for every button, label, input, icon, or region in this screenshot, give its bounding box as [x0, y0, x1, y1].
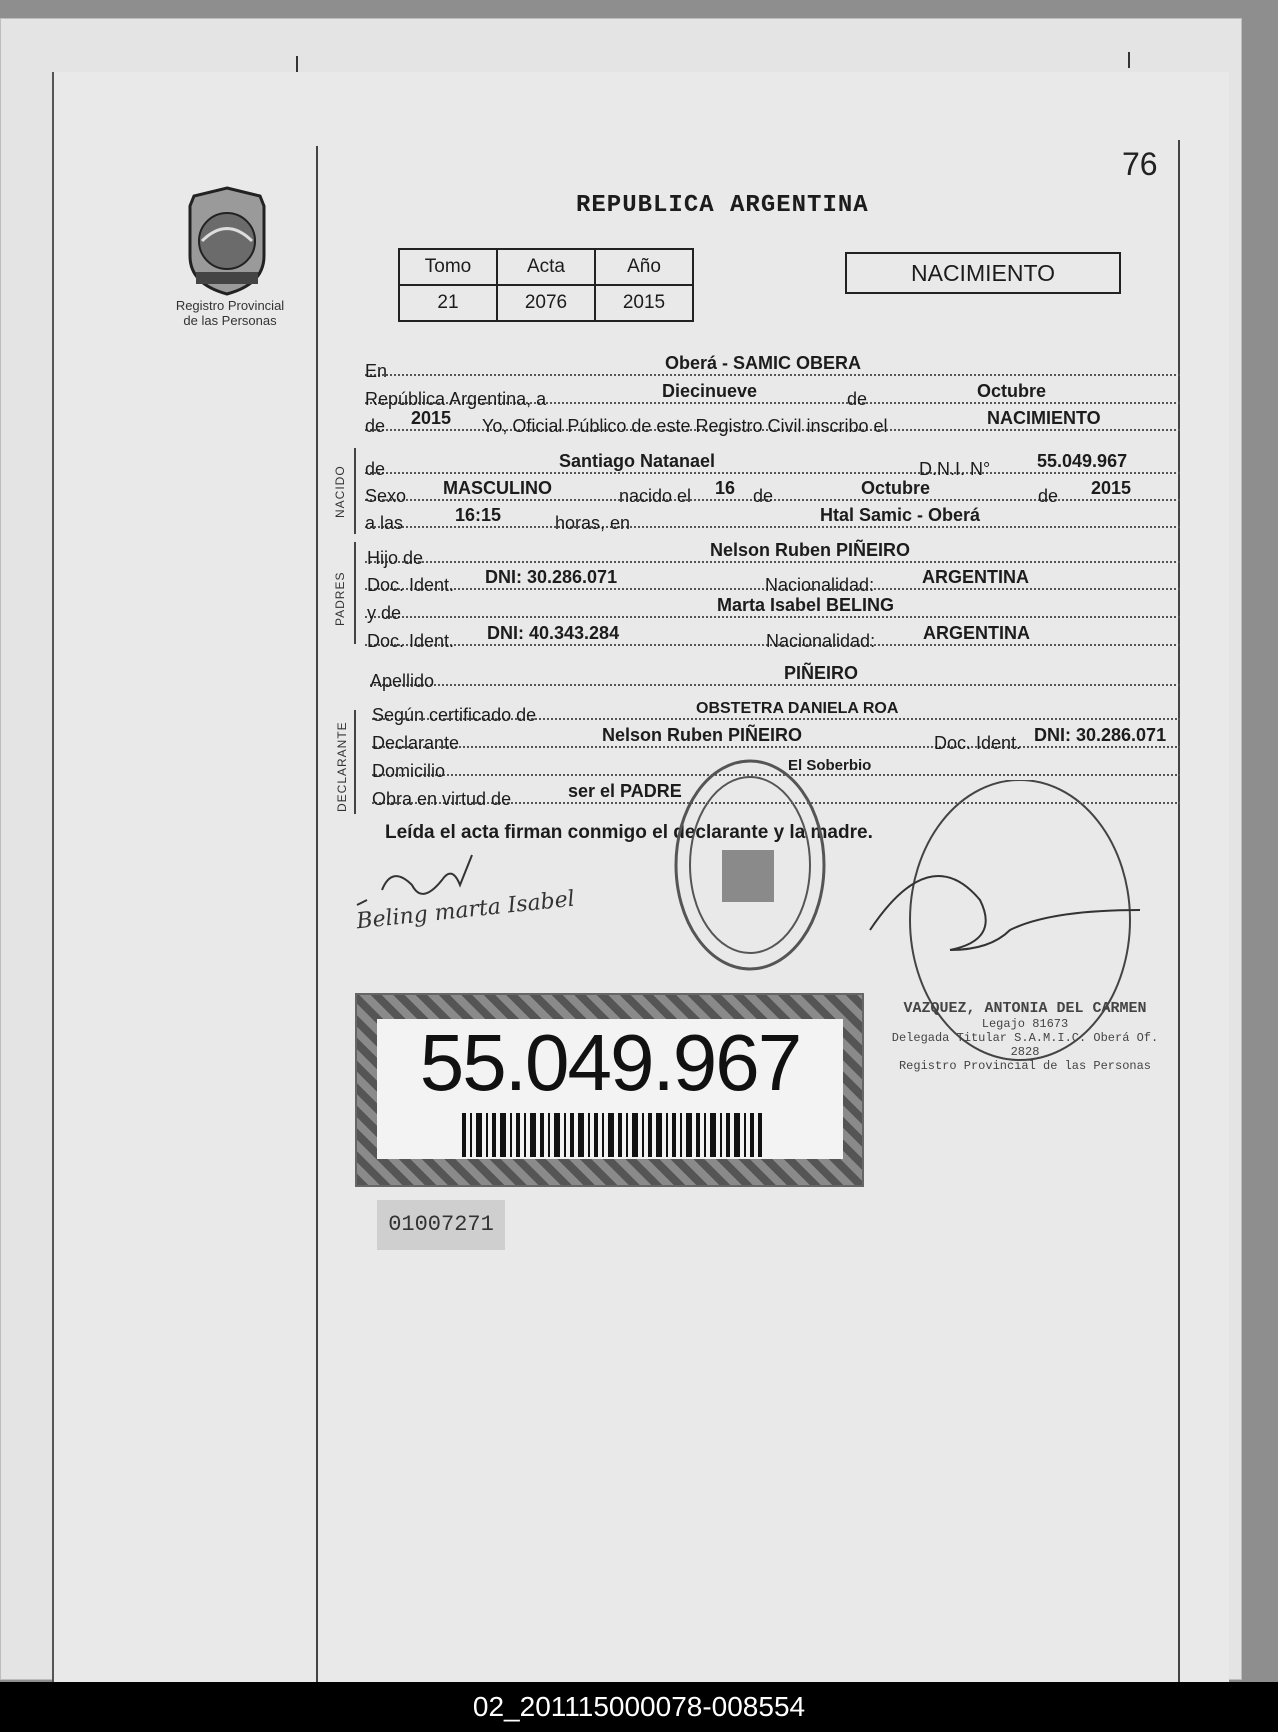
section-label-padres: PADRES — [333, 571, 347, 626]
official-seal-icon — [670, 755, 830, 975]
declarante-row-domicile: Domicilio El Soberbio — [372, 752, 1180, 776]
declarante-row-cert: Según certificado de OBSTETRA DANIELA ROA — [372, 696, 1180, 720]
margin-line — [316, 146, 318, 1682]
padres-row-father: Hijo de Nelson Ruben PIÑEIRO — [365, 539, 1180, 563]
apellido-row: Apellido PIÑEIRO — [370, 662, 1180, 686]
file-identifier-footer: 02_201115000078-008554 — [0, 1682, 1278, 1732]
barcode-icon — [462, 1113, 762, 1157]
declarante-row-name: Declarante Nelson Ruben PIÑEIRO Doc. Ident. DNI: 30.286.071 — [372, 724, 1180, 748]
logo-caption: Registro Provincial de las Personas — [175, 298, 285, 328]
tomo-value: 21 — [399, 285, 497, 321]
padres-row-mother-doc: Doc. Ident. DNI: 40.343.284 Nacionalidad: ARGENTINA — [365, 622, 1180, 646]
hole-mark — [1128, 52, 1130, 68]
declarante-row-reason: Obra en virtud de ser el PADRE — [372, 780, 1180, 804]
col-tomo: Tomo — [399, 249, 497, 285]
act-type-box: NACIMIENTO — [845, 252, 1121, 294]
nacido-row-birth: Sexo MASCULINO nacido el 16 de Octubre de 2015 — [365, 477, 1180, 501]
sticker-number: 55.049.967 — [419, 1018, 801, 1107]
hole-mark — [296, 56, 298, 72]
intro-row-act: de 2015 Yo, Oficial Público de este Registro Civil inscribo el NACIMIENTO — [365, 407, 1180, 431]
registry-table — [398, 248, 694, 322]
intro-row-date: República Argentina, a Diecinueve de Octubre — [365, 380, 1180, 404]
nacido-row-name: de Santiago Natanael D.N.I. N° 55.049.967 — [365, 450, 1180, 474]
dni-sticker — [355, 993, 864, 1187]
document-title: REPUBLICA ARGENTINA — [576, 192, 869, 219]
provincial-crest-icon — [182, 186, 272, 296]
col-acta: Acta — [497, 249, 595, 285]
padres-row-mother: y de Marta Isabel BELING — [365, 594, 1180, 618]
handwritten-name: Beling marta Isabel — [355, 886, 576, 935]
nacido-row-time: a las 16:15 horas, en Htal Samic - Oberá — [365, 504, 1180, 528]
control-number: 01007271 — [377, 1200, 505, 1250]
closing-statement: Leída el acta firman conmigo el declarante y la madre. — [385, 822, 873, 843]
section-label-declarante: DECLARANTE — [335, 721, 349, 812]
section-bar-declarante — [354, 710, 356, 814]
page-number: 76 — [1122, 146, 1158, 182]
section-label-nacido: NACIDO — [333, 465, 347, 518]
intro-row-place: En Oberá - SAMIC OBERA — [365, 352, 1180, 376]
section-bar-padres — [354, 542, 356, 644]
officer-stamp: VAZQUEZ, ANTONIA DEL CARMEN Legajo 81673 Delegada Titular S.A.M.I.C. Oberá Of. 2828 Registro Provincial de las Personas — [891, 1000, 1159, 1073]
ano-value: 2015 — [595, 285, 693, 321]
padres-row-father-doc: Doc. Ident. DNI: 30.286.071 Nacionalidad: ARGENTINA — [365, 566, 1180, 590]
acta-value: 2076 — [497, 285, 595, 321]
col-ano: Año — [595, 249, 693, 285]
section-bar-nacido — [354, 448, 356, 534]
